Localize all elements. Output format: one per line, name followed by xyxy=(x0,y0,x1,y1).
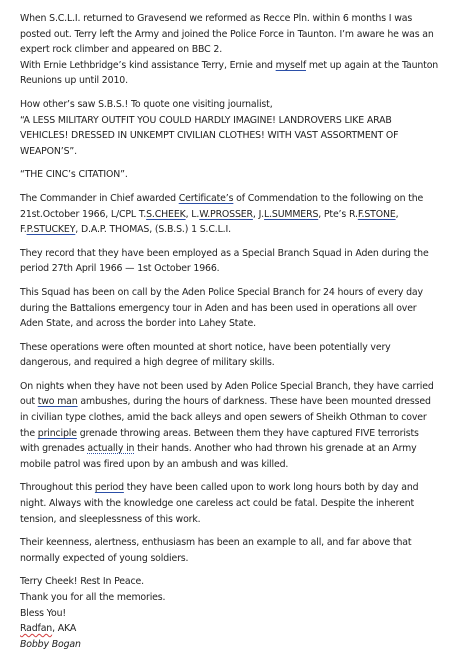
text-run: How other’s saw S.B.S.! To quote one visiting journalist, xyxy=(20,98,273,110)
grammar-underlined-word: Certificate’s xyxy=(178,192,234,204)
text-run: ambushes, during the hours of darkness. These have been mounted dressed in civilian type clothes, amid the back alleys and open sewers of Sheikh Othman to cover the xyxy=(20,396,431,439)
text-run: The Commander in Chief awarded xyxy=(20,192,179,204)
paragraph xyxy=(20,574,440,590)
text-run: , D.A.P. THOMAS, (S.B.S.) 1 S.C.L.I. xyxy=(75,224,231,236)
grammar-underlined-word: myself xyxy=(275,59,306,71)
text-run: Bless You! xyxy=(20,607,66,619)
grammar-underlined-word: F.STONE xyxy=(357,208,396,220)
text-run: met up again at the Taunton Reunions up until 2010. xyxy=(20,59,439,87)
document-body xyxy=(20,11,440,652)
text-run: These operations were often mounted at short notice, have been potentially very dangerous, and required a high degree of military skills. xyxy=(20,341,391,369)
text-run: Throughout this xyxy=(20,482,95,494)
text-run: They record that they have been employed as a Special Branch Squad in Aden during the period 27th April 1966 — 1st October 1966. xyxy=(20,247,429,275)
text-run: , L. xyxy=(185,208,200,220)
paragraph xyxy=(20,97,440,113)
text-run: “THE CINC’s CITATION”. xyxy=(20,169,128,181)
grammar-underlined-word: principle xyxy=(37,427,77,439)
text-run: , Pte’s R. xyxy=(318,208,358,220)
grammar-underlined-word: period xyxy=(94,482,124,494)
grammar-underlined-word: S.CHEEK xyxy=(146,208,186,220)
grammar-underlined-word: P.STUCKEY xyxy=(26,224,76,236)
text-run: Terry Cheek! Rest In Peace. xyxy=(20,576,144,588)
paragraph xyxy=(20,621,440,637)
spelling-underlined-word: Radfan xyxy=(20,623,53,635)
paragraph xyxy=(20,340,440,371)
text-run: grenade throwing areas. Between them they have captured FIVE terrorists with grenades xyxy=(20,427,419,455)
text-run: “A LESS MILITARY OUTFIT YOU COULD HARDLY IMAGINE! LANDROVERS LIKE ARAB VEHICLES! DRESSED IN UNKEMPT CIVILIAN CLOTHES! WITH VAST ASSORTMENT OF WEAPON’S”. xyxy=(20,114,399,157)
grammar-underlined-word: actually in xyxy=(87,443,135,455)
paragraph xyxy=(20,480,440,527)
text-run: they have been called upon to work long hours both by day and night. Always with the knowledge one careless act could be fatal. Despite the inherent tension, and sleeplessness of this work. xyxy=(20,482,419,525)
paragraph xyxy=(20,11,440,58)
text-run: With Ernie Lethbridge’s kind assistance Terry, Ernie and xyxy=(20,59,276,71)
signature-name: Bobby Bogan xyxy=(20,638,81,650)
text-run: their hands. Another who had thrown his grenade at an Army mobile patrol was fired upon by an ambush and was killed. xyxy=(20,443,417,470)
paragraph xyxy=(20,637,440,652)
grammar-underlined-word: two man xyxy=(37,396,78,408)
paragraph xyxy=(20,167,440,183)
grammar-underlined-word: L.SUMMERS xyxy=(264,208,319,220)
paragraph xyxy=(20,285,440,332)
text-run: Thank you for all the memories. xyxy=(20,592,166,603)
paragraph xyxy=(20,590,440,606)
paragraph xyxy=(20,246,440,277)
paragraph xyxy=(20,113,440,160)
paragraph xyxy=(20,606,440,622)
paragraph xyxy=(20,535,440,566)
text-run: On nights when they have not been used by Aden Police Special Branch, they have carried out xyxy=(20,380,434,408)
text-run: , J. xyxy=(252,208,265,220)
text-run: of Commendation to the following on the 21st.October 1966, L/CPL T. xyxy=(20,192,424,220)
grammar-underlined-word: W.PROSSER xyxy=(199,208,253,220)
text-run: Their keenness, alertness, enthusiasm has been an example to all, and far above that normally expected of young soldiers. xyxy=(20,537,412,564)
text-run: When S.C.L.I. returned to Gravesend we reformed as Recce Pln. within 6 months I was posted out. Terry left the Army and joined the Police Force in Taunton. I’m aware he was an expert rock climber and appeared on BBC 2. xyxy=(20,13,434,56)
text-run: , AKA xyxy=(52,623,77,635)
text-run: This Squad has been on call by the Aden Police Special Branch for 24 hours of every day during the Battalions emergency tour in Aden and has been used in operations all over Aden State, and across the border into Lahey State. xyxy=(20,286,423,330)
text-run: , F. xyxy=(20,208,399,236)
paragraph xyxy=(20,58,440,89)
paragraph xyxy=(20,191,440,238)
paragraph xyxy=(20,379,440,473)
